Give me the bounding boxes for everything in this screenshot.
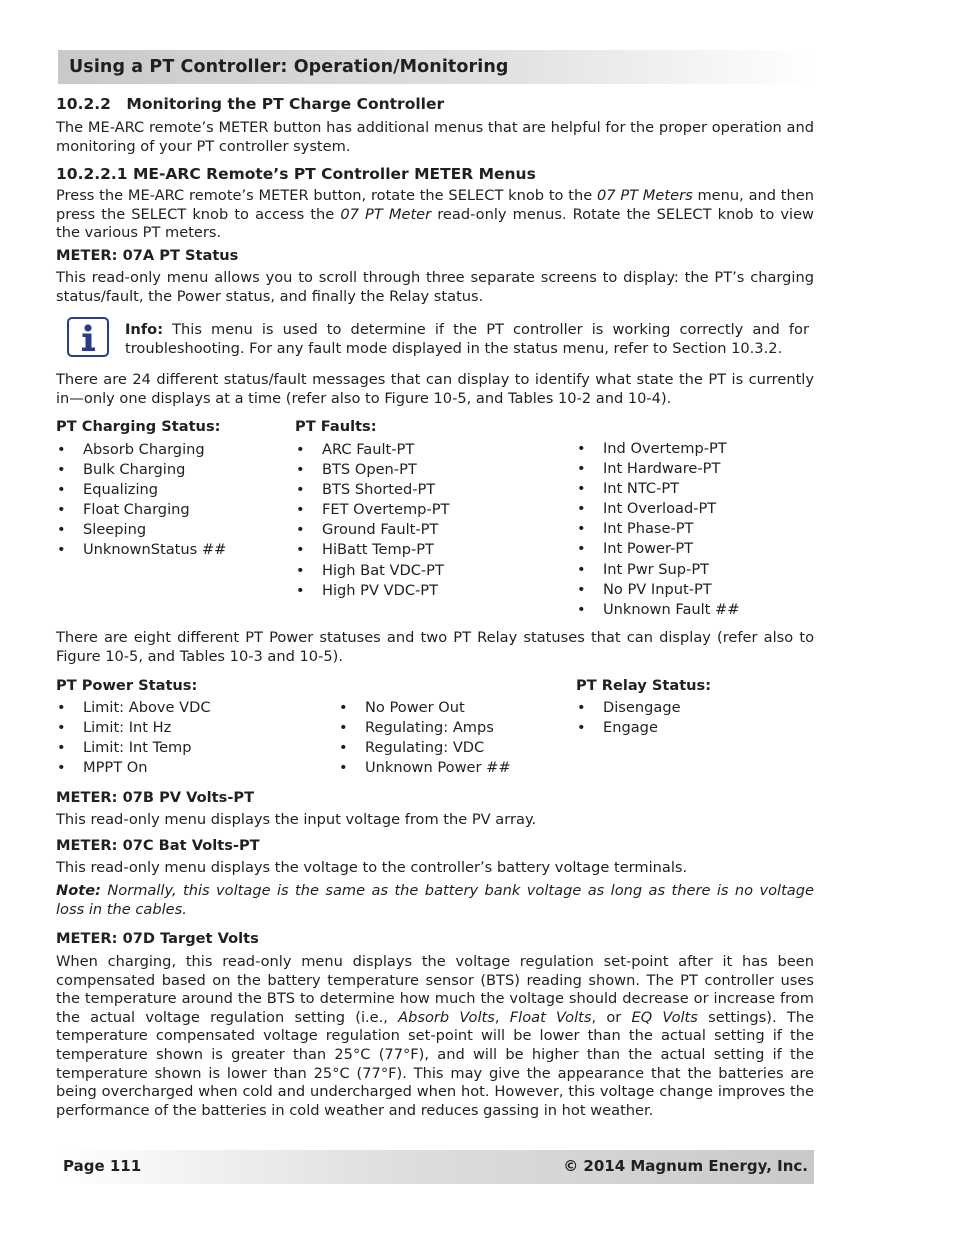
page-number: Page 111 <box>63 1157 142 1175</box>
list-item: • Unknown Power ## <box>338 758 511 778</box>
list-item: • BTS Open-PT <box>295 460 449 480</box>
meter-07b-heading: METER: 07B PV Volts-PT <box>56 789 255 806</box>
faults-list-col1 <box>295 440 449 601</box>
list-item: • Regulating: Amps <box>338 718 511 738</box>
info-label: Info: <box>125 321 164 338</box>
faults-list-col2 <box>576 439 740 620</box>
list-item: • High PV VDC-PT <box>295 581 449 601</box>
list-item: • Limit: Int Temp <box>56 738 211 758</box>
power-status-list-col1 <box>56 698 211 778</box>
power-status-label: PT Power Status: <box>56 677 198 694</box>
copyright: © 2014 Magnum Energy, Inc. <box>563 1157 808 1175</box>
list-item: • BTS Shorted-PT <box>295 480 449 500</box>
info-text: This menu is used to determine if the PT controller is working correctly and for troubleshooting. For any fault mode displayed in the status menu, refer to Section 10.3.2. <box>125 321 809 357</box>
section-10-2-2-body: The ME-ARC remote’s METER button has additional menus that are helpful for the proper operation and monitoring of your PT controller system. <box>56 119 814 155</box>
section-10-2-2-1-body: Press the ME-ARC remote’s METER button, rotate the SELECT knob to the 07 PT Meters menu, and then press the SELECT knob to access the 07 PT Meter read-only menus. Rotate the SELECT knob to view the various PT meters. <box>56 187 815 242</box>
menu-name-07-pt-meter: 07 PT Meter <box>340 205 432 223</box>
list-item: • Equalizing <box>56 480 226 500</box>
list-item: • HiBatt Temp-PT <box>295 540 449 560</box>
list-item: • Int Power-PT <box>576 539 740 559</box>
list-item: • Bulk Charging <box>56 460 226 480</box>
section-heading-10-2-2: 10.2.2 Monitoring the PT Charge Controller <box>56 95 445 113</box>
relay-status-list <box>576 698 681 738</box>
meter-07c-heading: METER: 07C Bat Volts-PT <box>56 837 260 854</box>
list-item: • Int Overload-PT <box>576 499 740 519</box>
info-note <box>125 320 809 358</box>
list-item: • No Power Out <box>338 698 511 718</box>
status-intro: There are 24 different status/fault messages that can display to identify what state the PT is currently in—only one displays at a time (refer also to Figure 10-5, and Tables 10-2 and 10-4). <box>56 371 814 407</box>
list-item: • Int NTC-PT <box>576 479 740 499</box>
section-heading-10-2-2-1: 10.2.2.1 ME-ARC Remote’s PT Controller METER Menus <box>56 165 536 183</box>
info-icon <box>69 319 107 355</box>
meter-07d-heading: METER: 07D Target Volts <box>56 930 259 947</box>
list-item: • Int Phase-PT <box>576 519 740 539</box>
meter-07c-body: This read-only menu displays the voltage to the controller’s battery voltage terminals. <box>56 859 688 876</box>
power-intro: There are eight different PT Power statuses and two PT Relay statuses that can display (refer also to Figure 10-5, and Tables 10-3 and 10-5). <box>56 629 814 665</box>
list-item: • MPPT On <box>56 758 211 778</box>
list-item: • FET Overtemp-PT <box>295 500 449 520</box>
list-item: • Unknown Fault ## <box>576 600 740 620</box>
list-item: • Engage <box>576 718 681 738</box>
list-item: • Int Hardware-PT <box>576 459 740 479</box>
list-item: • Float Charging <box>56 500 226 520</box>
charging-status-list <box>56 440 226 561</box>
meter-07c-note <box>56 882 814 919</box>
meter-07a-body: This read-only menu allows you to scroll through three separate screens to display: the PT’s charging status/fault, the Power status, and finally the Relay status. <box>56 269 814 305</box>
relay-status-label: PT Relay Status: <box>576 677 712 694</box>
note-label: Note: <box>56 882 101 899</box>
list-item: • UnknownStatus ## <box>56 540 226 560</box>
faults-label: PT Faults: <box>295 418 377 435</box>
list-item: • Ind Overtemp-PT <box>576 439 740 459</box>
power-status-list-col2 <box>338 698 511 778</box>
note-text: Normally, this voltage is the same as the battery bank voltage as long as there is no voltage loss in the cables. <box>56 882 814 918</box>
meter-07d-body: When charging, this read-only menu displays the voltage regulation set-point after it has been compensated based on the battery temperature sensor (BTS) reading shown. The PT controller uses the temperature around the BTS to determine how much the voltage should decrease or increase from the actual voltage regulation setting (i.e., Absorb Volts, Float Volts, or EQ Volts settings). The temperature compensated voltage regulation set-point will be lower than the actual setting if the temperature shown is greater than 25°C (77°F), and will be higher than the actual setting if the temperature shown is lower than 25°C (77°F). This may give the appearance that the batteries are being overcharged when cold and undercharged when hot. However, this voltage change improves the performance of the batteries in cold weather and reduces gassing in hot weather. <box>56 953 815 1119</box>
list-item: • Absorb Charging <box>56 440 226 460</box>
list-item: • Limit: Int Hz <box>56 718 211 738</box>
meter-07b-body: This read-only menu displays the input voltage from the PV array. <box>56 811 537 828</box>
page-header-title: Using a PT Controller: Operation/Monitoring <box>69 57 509 77</box>
info-box <box>67 317 109 357</box>
list-item: • Disengage <box>576 698 681 718</box>
list-item: • ARC Fault-PT <box>295 440 449 460</box>
list-item: • No PV Input-PT <box>576 580 740 600</box>
list-item: • Regulating: VDC <box>338 738 511 758</box>
meter-07a-heading: METER: 07A PT Status <box>56 247 239 264</box>
list-item: • Sleeping <box>56 520 226 540</box>
list-item: • High Bat VDC-PT <box>295 561 449 581</box>
charging-status-label: PT Charging Status: <box>56 418 221 435</box>
menu-name-07-pt-meters: 07 PT Meters <box>596 187 693 204</box>
list-item: • Ground Fault-PT <box>295 520 449 540</box>
list-item: • Int Pwr Sup-PT <box>576 560 740 580</box>
list-item: • Limit: Above VDC <box>56 698 211 718</box>
